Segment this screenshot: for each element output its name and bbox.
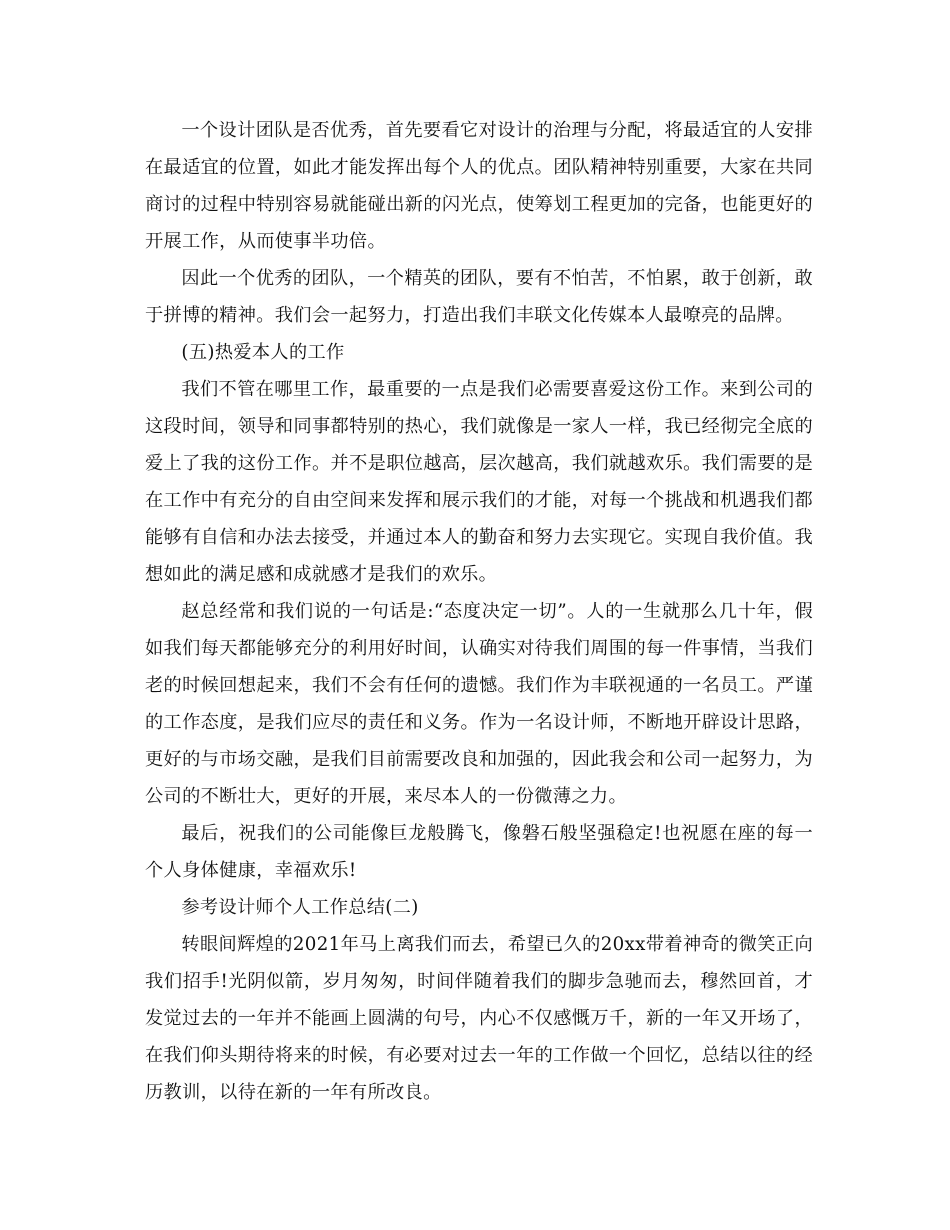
paragraph-team-management: 一个设计团队是否优秀，首先要看它对设计的治理与分配，将最适宜的人安排在最适宜的位置，如此才能发挥出每个人的优点。团队精神特别重要，大家在共同商讨的过程中特别容易就能碰出新的闪光点，使筹划工程更加的完备，也能更好的开展工作，从而使事半功倍。 xyxy=(145,120,813,252)
paragraph-closing-wishes: 最后，祝我们的公司能像巨龙般腾飞，像磐石般坚强稳定!也祝愿在座的每一个人身体健康，幸福欢乐! xyxy=(145,823,813,881)
paragraph-excellent-team: 因此一个优秀的团队，一个精英的团队，要有不怕苦，不怕累，敢于创新，敢于拼博的精神。我们会一起努力，打造出我们丰联文化传媒本人最嘹亮的品牌。 xyxy=(145,268,813,326)
document-body xyxy=(145,112,813,1111)
paragraph-year-review: 转眼间辉煌的2021年马上离我们而去，希望已久的20xx带着神奇的微笑正向我们招手!光阴似箭，岁月匆匆，时间伴随着我们的脚步急驰而去，穆然回首，才发觉过去的一年并不能画上圆满的句号，内心不仅感慨万千，新的一年又开场了，在我们仰头期待将来的时候，有必要对过去一年的工作做一个回忆，总结以往的经历教训，以待在新的一年有所改良。 xyxy=(145,934,813,1103)
paragraph-attitude: 赵总经常和我们说的一句话是:“态度决定一切”。人的一生就那么几十年，假如我们每天都能够充分的利用好时间，认确实对待我们周围的每一件事情，当我们老的时候回想起来，我们不会有任何的遗憾。我们作为丰联视通的一名员工。严谨的工作态度，是我们应尽的责任和义务。作为一名设计师，不断地开辟设计思路，更好的与市场交融，是我们目前需要改良和加强的，因此我会和公司一起努力，为公司的不断壮大，更好的开展，来尽本人的一份微薄之力。 xyxy=(145,601,813,807)
paragraph-love-work: 我们不管在哪里工作，最重要的一点是我们必需要喜爱这份工作。来到公司的这段时间，领导和同事都特别的热心，我们就像是一家人一样，我已经彻完全底的爱上了我的这份工作。并不是职位越高，层次越高，我们就越欢乐。我们需要的是在工作中有充分的自由空间来发挥和展示我们的才能，对每一个挑战和机遇我们都能够有自信和办法去接受，并通过本人的勤奋和努力去实现它。实现自我价值。我想如此的满足感和成就感才是我们的欢乐。 xyxy=(145,379,813,585)
section-heading-summary-two: 参考设计师个人工作总结(二) xyxy=(181,897,419,918)
section-heading-love-work: (五)热爱本人的工作 xyxy=(181,342,345,363)
